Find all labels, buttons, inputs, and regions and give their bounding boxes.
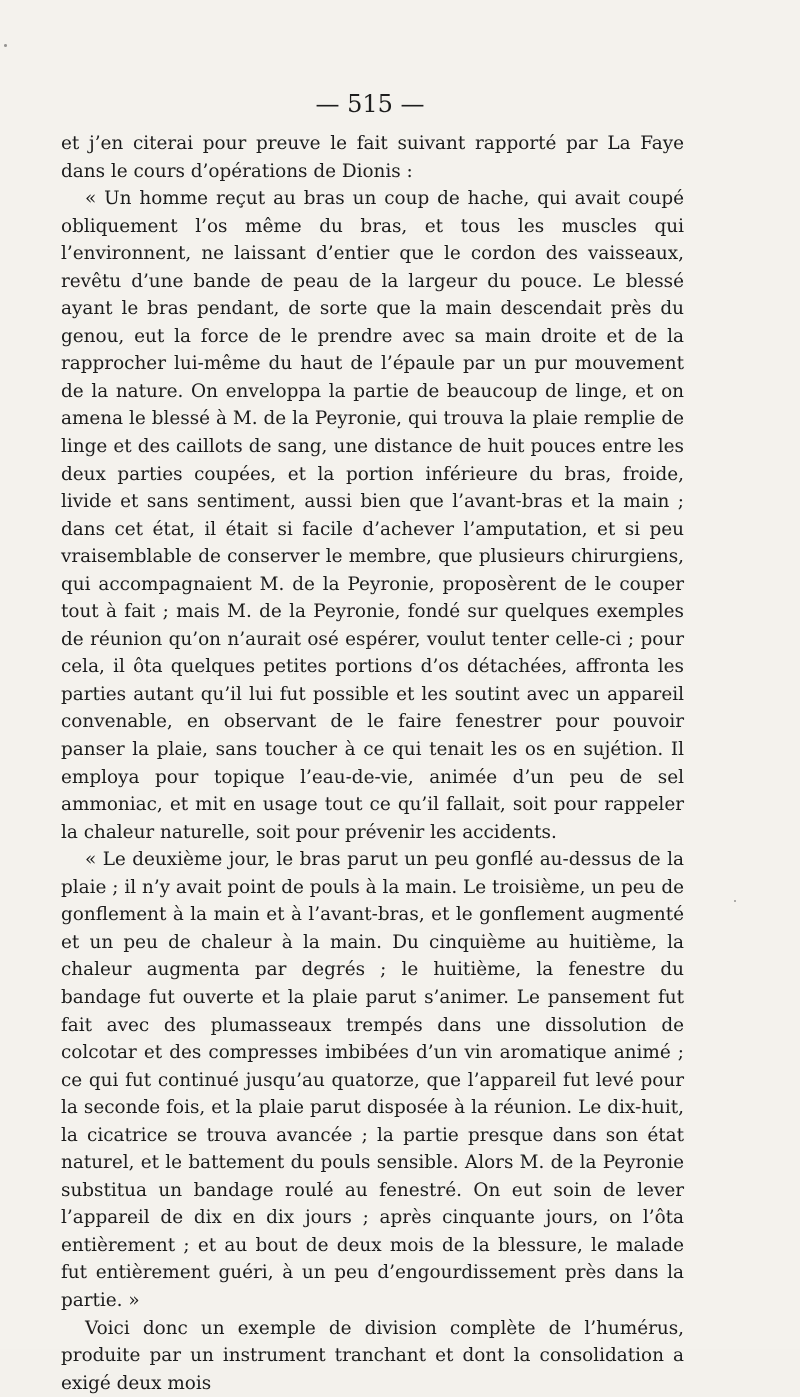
paragraph-intro: et j’en citerai pour preuve le fait suivant rapporté par La Faye dans le cours d’opérations de Dionis : xyxy=(61,133,684,182)
paper-speck xyxy=(734,900,736,902)
paragraph-conclusion: Voici donc un exemple de division complète de l’humérus, produite par un instrument tranchant et dont la consolidation a exigé deux mois xyxy=(61,1317,684,1394)
paragraph-case-description: « Un homme reçut au bras un coup de hache, qui avait coupé obliquement l’os même du bras, et tous les muscles qui l’environnent, ne laissant d’entier que le cordon des vaisseaux, revêtu d’une bande de peau de la largeur du pouce. Le blessé ayant le bras pendant, de sorte que la main descendait près du genou, eut la force de le prendre avec sa main droite et de la rapprocher lui-même du haut de l’épaule par un pur mouvement de la nature. On enveloppa la partie de beaucoup de linge, et on amena le blessé à M. de la Peyronie, qui trouva la plaie remplie de linge et des caillots de sang, une distance de huit pouces entre les deux parties coupées, et la portion inférieure du bras, froide, livide et sans sentiment, aussi bien que l’avant-bras et la main ; dans cet état, il était si facile d’achever l’amputation, et si peu vraisemblable de conserver le membre, que plusieurs chirurgiens, qui accompagnaient M. de la Peyronie, proposèrent de le couper tout à fait ; mais M. de la Peyronie, fondé sur quelques exemples de réunion qu’on n’aurait osé espérer, voulut tenter celle-ci ; pour cela, il ôta quelques petites portions d’os détachées, affronta les parties autant qu’il lui fut possible et les soutint avec un appareil convenable, en observant de le faire fenestrer pour pouvoir panser la plaie, sans toucher à ce qui tenait les os en sujétion. Il employa pour topique l’eau-de-vie, animée d’un peu de sel ammoniac, et mit en usage tout ce qu’il fallait, soit pour rappeler la chaleur naturelle, soit pour prévenir les accidents. xyxy=(61,188,684,843)
paper-speck xyxy=(4,44,7,47)
body-text xyxy=(61,130,684,1397)
page-number: — 515 — xyxy=(315,90,425,118)
paragraph-treatment-progress: « Le deuxième jour, le bras parut un peu gonflé au-dessus de la plaie ; il n’y avait point de pouls à la main. Le troisième, un peu de gonflement à la main et à l’avant-bras, et le gonflement augmenté et un peu de chaleur à la main. Du cinquième au huitième, la chaleur augmenta par degrés ; le huitième, la fenestre du bandage fut ouverte et la plaie parut s’animer. Le pansement fut fait avec des plumasseaux trempés dans une dissolution de colcotar et des compresses imbibées d’un vin aromatique animé ; ce qui fut continué jusqu’au quatorze, que l’appareil fut levé pour la seconde fois, et la plaie parut disposée à la réunion. Le dix-huit, la cicatrice se trouva avancée ; la partie presque dans son état naturel, et le battement du pouls sensible. Alors M. de la Peyronie substitua un bandage roulé au fenestré. On eut soin de lever l’appareil de dix en dix jours ; après cinquante jours, on l’ôta entièrement ; et au bout de deux mois de la blessure, le malade fut entièrement guéri, à un peu d’engourdissement près dans la partie. » xyxy=(61,849,684,1311)
